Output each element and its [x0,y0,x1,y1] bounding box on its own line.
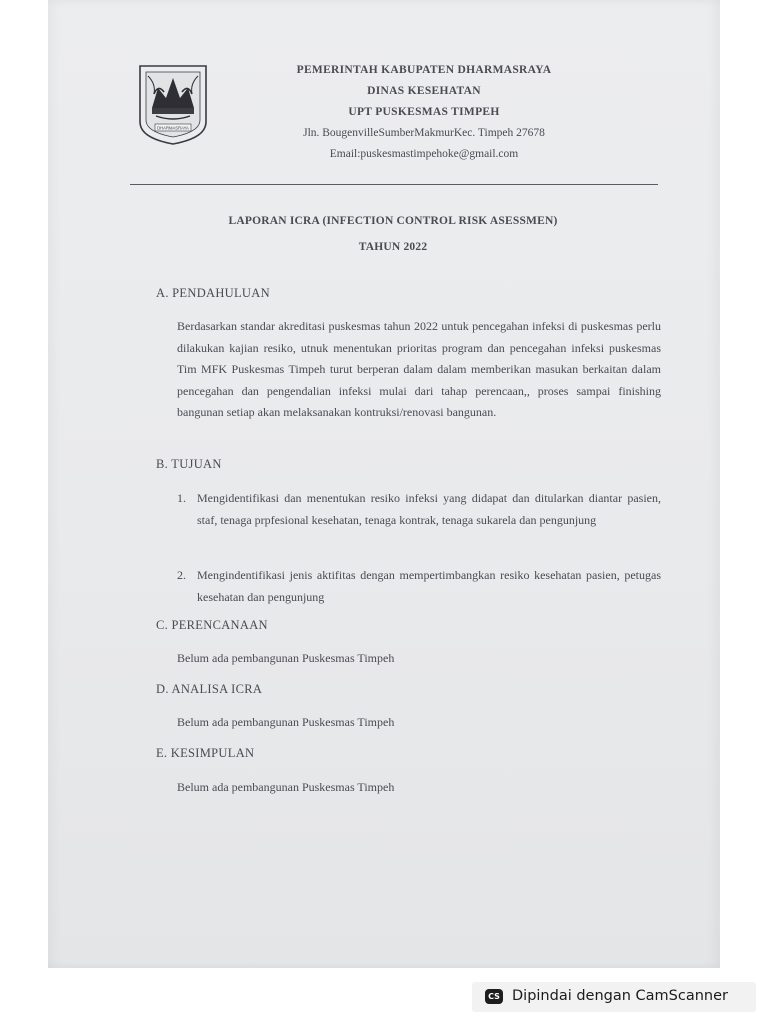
section-c-body: Belum ada pembangunan Puskesmas Timpeh [177,651,395,665]
section-e-body: Belum ada pembangunan Puskesmas Timpeh [177,780,395,794]
government-name: PEMERINTAH KABUPATEN DHARMASRAYA [296,64,552,76]
section-b-heading: B. TUJUAN [156,457,222,471]
list-item-text: Mengidentifikasi dan menentukan resiko infeksi yang didapat dan ditularkan diantar pasien, staf, tenaga prpfesional kesehatan, tenaga kontrak, tenaga sukarela dan pengunjung [197,491,661,527]
email: Email:puskesmastimpehoke@gmail.com [329,148,519,160]
letterhead-divider [130,184,658,185]
document-title [158,208,628,260]
list-item-number: 1. [177,491,186,505]
section-d-heading: D. ANALISA ICRA [156,682,263,696]
unit-name: UPT PUSKESMAS TIMPEH [348,106,500,118]
emblem-text: DHARMASRAYA [157,125,189,131]
camscanner-label: Dipindai dengan CamScanner [512,988,729,1004]
department-name: DINAS KESEHATAN [367,85,481,97]
list-item-number: 2. [177,568,186,582]
scanned-page [48,0,720,968]
section-a-heading: A. PENDAHULUAN [156,286,270,300]
section-d-body: Belum ada pembangunan Puskesmas Timpeh [177,715,395,729]
section-a-body: Berdasarkan standar akreditasi puskesmas tahun 2022 untuk pencegahan infeksi di puskesmas perlu dilakukan kajian resiko, utnuk menentukan prioritas program dan pencegahan infeksi puskesmas Tim MFK Puskesmas Timpeh turut berperan dalam dalam memberikan masukan berkaitan dalam pencegahan dan pengendalian infeksi mulai dari tahap perencaan,, proses sampai finishing bangunan setiap akan melaksanakan kontruksi/renovasi bangunan. [177,319,661,420]
letterhead [248,60,600,165]
title-line-2: TAHUN 2022 [358,241,428,253]
section-c-heading: C. PERENCANAAN [156,618,268,632]
list-item [177,565,661,608]
camscanner-watermark [472,982,756,1012]
title-line-1: LAPORAN ICRA (INFECTION CONTROL RISK ASESSMEN) [228,215,558,227]
list-item [177,488,661,531]
address: Jln. BougenvilleSumberMakmurKec. Timpeh 27678 [303,127,545,139]
list-item-text: Mengindentifikasi jenis aktifitas dengan mempertimbangkan resiko kesehatan pasien, petugas kesehatan dan pengunjung [197,568,661,604]
section-e-heading: E. KESIMPULAN [156,746,255,760]
regency-emblem-icon [138,64,208,146]
camscanner-logo-icon: CS [485,989,503,1004]
